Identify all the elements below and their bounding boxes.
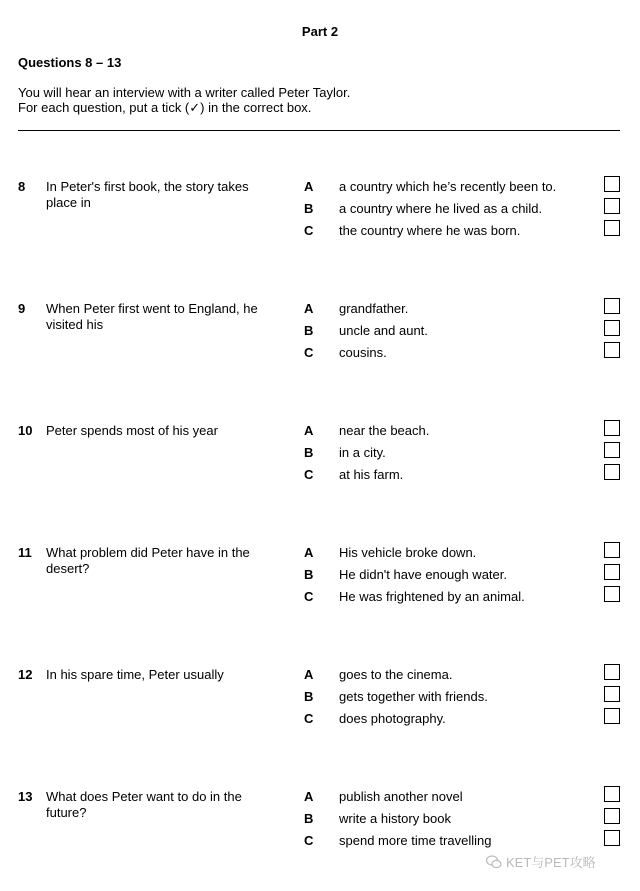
wechat-icon xyxy=(486,855,502,869)
question-text: What does Peter want to do in the future? xyxy=(46,789,242,820)
question-number: 12 xyxy=(18,667,33,682)
option-12-a xyxy=(0,667,640,689)
question-10 xyxy=(0,423,640,493)
answer-checkbox[interactable] xyxy=(604,464,620,480)
option-12-b xyxy=(0,689,640,711)
question-number: 10 xyxy=(18,423,33,438)
option-text: spend more time travelling xyxy=(339,833,492,848)
option-9-b xyxy=(0,323,640,345)
option-10-a xyxy=(0,423,640,445)
option-letter: C xyxy=(304,589,314,604)
answer-checkbox[interactable] xyxy=(604,542,620,558)
answer-checkbox[interactable] xyxy=(604,564,620,580)
option-10-c xyxy=(0,467,640,489)
option-letter: C xyxy=(304,467,314,482)
section-title: Questions 8 – 13 xyxy=(18,55,122,70)
question-number: 11 xyxy=(18,545,32,560)
option-text: in a city. xyxy=(339,445,386,460)
option-letter: C xyxy=(304,833,314,848)
answer-checkbox[interactable] xyxy=(604,420,620,436)
answer-checkbox[interactable] xyxy=(604,442,620,458)
answer-checkbox[interactable] xyxy=(604,220,620,236)
option-8-a xyxy=(0,179,640,201)
question-number: 8 xyxy=(18,179,26,194)
answer-checkbox[interactable] xyxy=(604,786,620,802)
option-letter: B xyxy=(304,445,314,460)
answer-checkbox[interactable] xyxy=(604,808,620,824)
option-12-c xyxy=(0,711,640,733)
watermark-text: KET与PET攻略 xyxy=(506,855,596,870)
option-letter: A xyxy=(304,301,314,316)
option-8-c xyxy=(0,223,640,245)
question-number: 9 xyxy=(18,301,26,316)
question-text: Peter spends most of his year xyxy=(46,423,218,438)
option-text: publish another novel xyxy=(339,789,463,804)
answer-checkbox[interactable] xyxy=(604,320,620,336)
option-text: He didn't have enough water. xyxy=(339,567,507,582)
option-letter: B xyxy=(304,689,314,704)
option-text: does photography. xyxy=(339,711,446,726)
question-8 xyxy=(0,179,640,249)
option-text: grandfather. xyxy=(339,301,409,316)
option-letter: B xyxy=(304,567,314,582)
option-13-a xyxy=(0,789,640,811)
option-text: near the beach. xyxy=(339,423,430,438)
answer-checkbox[interactable] xyxy=(604,686,620,702)
answer-checkbox[interactable] xyxy=(604,342,620,358)
option-10-b xyxy=(0,445,640,467)
option-11-a xyxy=(0,545,640,567)
question-13 xyxy=(0,789,640,859)
question-text: In his spare time, Peter usually xyxy=(46,667,224,682)
option-text: goes to the cinema. xyxy=(339,667,453,682)
option-text: gets together with friends. xyxy=(339,689,488,704)
answer-checkbox[interactable] xyxy=(604,830,620,846)
watermark xyxy=(486,852,596,871)
answer-checkbox[interactable] xyxy=(604,586,620,602)
option-text: His vehicle broke down. xyxy=(339,545,477,560)
question-number: 13 xyxy=(18,789,33,804)
option-letter: A xyxy=(304,545,314,560)
option-9-c xyxy=(0,345,640,367)
option-text: He was frightened by an animal. xyxy=(339,589,525,604)
question-12 xyxy=(0,667,640,737)
page-title: Part 2 xyxy=(301,24,339,39)
option-11-b xyxy=(0,567,640,589)
question-text: What problem did Peter have in the desert? xyxy=(46,545,250,576)
question-9 xyxy=(0,301,640,371)
option-letter: C xyxy=(304,345,314,360)
option-letter: A xyxy=(304,179,314,194)
instructions xyxy=(18,85,350,115)
option-text: cousins. xyxy=(339,345,387,360)
question-text: When Peter first went to England, he visited his xyxy=(46,301,258,332)
question-text: In Peter's first book, the story takes place in xyxy=(46,179,249,210)
instruction-line-2: For each question, put a tick (✓) in the correct box. xyxy=(18,100,312,115)
answer-checkbox[interactable] xyxy=(604,708,620,724)
option-letter: A xyxy=(304,667,314,682)
option-letter: A xyxy=(304,423,314,438)
option-letter: C xyxy=(304,711,314,726)
option-letter: B xyxy=(304,201,314,216)
option-text: a country where he lived as a child. xyxy=(339,201,543,216)
option-letter: C xyxy=(304,223,314,238)
divider xyxy=(18,130,620,131)
option-text: a country which he’s recently been to. xyxy=(339,179,557,194)
answer-checkbox[interactable] xyxy=(604,664,620,680)
answer-checkbox[interactable] xyxy=(604,176,620,192)
question-11 xyxy=(0,545,640,615)
option-letter: A xyxy=(304,789,314,804)
option-13-b xyxy=(0,811,640,833)
option-11-c xyxy=(0,589,640,611)
option-9-a xyxy=(0,301,640,323)
option-text: at his farm. xyxy=(339,467,404,482)
answer-checkbox[interactable] xyxy=(604,198,620,214)
instruction-line-1: You will hear an interview with a writer called Peter Taylor. xyxy=(18,85,351,100)
option-text: write a history book xyxy=(339,811,451,826)
option-8-b xyxy=(0,201,640,223)
option-letter: B xyxy=(304,811,314,826)
option-letter: B xyxy=(304,323,314,338)
option-text: the country where he was born. xyxy=(339,223,521,238)
answer-checkbox[interactable] xyxy=(604,298,620,314)
option-text: uncle and aunt. xyxy=(339,323,428,338)
